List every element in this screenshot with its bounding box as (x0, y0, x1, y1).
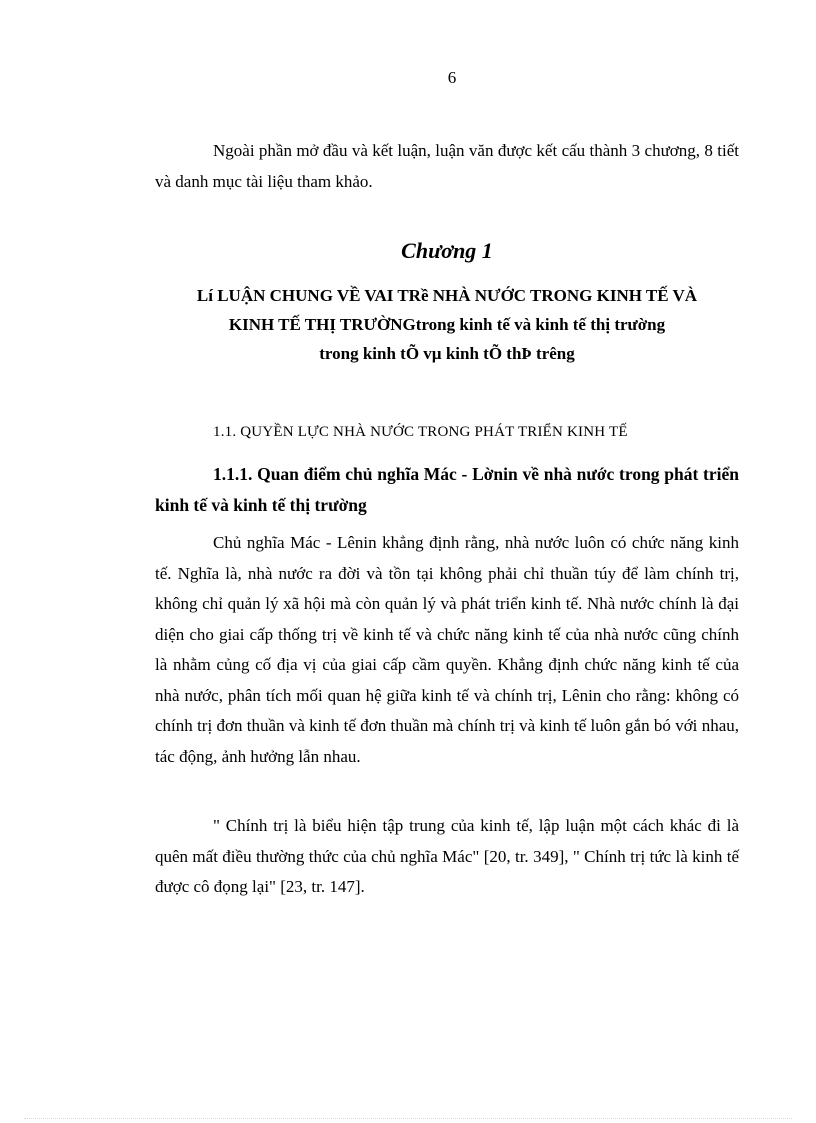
body-paragraph: " Chính trị là biểu hiện tập trung của kinh tế, lập luận một cách khác đi là quên mất điều thường thức của chủ nghĩa Mác" [20, tr. 349], " Chính trị tức là kinh tế được cô đọng lại" [23, tr. 147]. (155, 816, 739, 896)
page-bottom-divider (24, 1118, 792, 1119)
section-heading: 1.1. QUYỀN LỰC NHÀ NƯỚC TRONG PHÁT TRIỂN KINH TẾ (213, 424, 628, 440)
page-number: 6 (447, 68, 457, 87)
subsection-heading: 1.1.1. Quan điểm chủ nghĩa Mác - Lờnin về nhà nước trong phát triển kinh tế và kinh tế thị trường (155, 464, 739, 515)
intro-paragraph: Ngoài phần mở đầu và kết luận, luận văn được kết cấu thành 3 chương, 8 tiết và danh mục tài liệu tham khảo. (155, 141, 739, 191)
chapter-title-line: KINH TẾ THỊ TRƯỜNGtrong kinh tế và kinh tế thị trường (228, 315, 666, 334)
chapter-title-line: trong kinh tÕ vµ kinh tÕ thÞ trêng (319, 344, 575, 363)
chapter-title (140, 281, 754, 368)
chapter-title-line: Lí LUẬN CHUNG VỀ VAI TRề NHÀ NƯỚC TRONG KINH TẾ VÀ (196, 286, 698, 305)
body-paragraph: Chủ nghĩa Mác - Lênin khẳng định rằng, nhà nước luôn có chức năng kinh tế. Nghĩa là, nhà nước ra đời và tồn tại không phải chỉ thuần túy để làm chính trị, không chỉ quản lý xã hội mà còn quản lý và phát triển kinh tế. Nhà nước chính là đại diện cho giai cấp thống trị về kinh tế và chức năng kinh tế của nhà nước cũng chính là nhằm củng cố địa vị của giai cấp cầm quyền. Khẳng định chức năng kinh tế của nhà nước, phân tích mối quan hệ giữa kinh tế và chính trị, Lênin cho rằng: không có chính trị đơn thuần và kinh tế đơn thuần mà chính trị và kinh tế luôn gắn bó với nhau, tác động, ảnh hưởng lẫn nhau. (155, 533, 739, 766)
chapter-label: Chương 1 (401, 238, 493, 263)
